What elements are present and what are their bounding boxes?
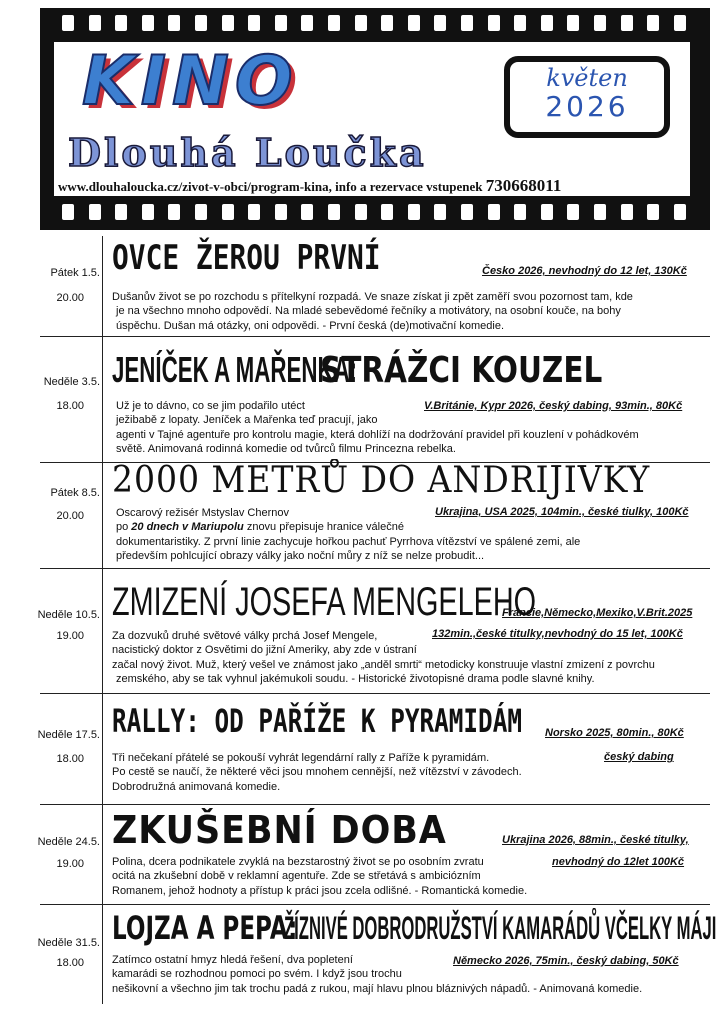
film-title: 2000 METRŮ DO ANDRIJIVKY — [112, 460, 651, 501]
film-strip-header — [40, 8, 710, 230]
description-line: Romanem, jehož hodnoty a přístup k práci jsou zcela odlišné. - Romantická komedie. — [112, 884, 528, 897]
film-perforation — [381, 15, 393, 31]
description-line: úspěchu. Dušan má otázky, oni odpovědi. - První česká (de)motivační komedie. — [116, 319, 505, 332]
film-perforation — [381, 204, 393, 220]
film-perforation — [434, 204, 446, 220]
film-perforation — [142, 204, 154, 220]
film-title: OVCE ŽEROU PRVNÍ — [112, 238, 381, 278]
date-column-divider — [102, 236, 103, 1004]
film-perforation — [275, 15, 287, 31]
film-perforation — [142, 15, 154, 31]
screening-date: Pátek 8.5. — [50, 487, 100, 499]
description-line: začal nový život. Muž, který vešel ve známost jako „anděl smrti“ metodicky konstruuje vlastní zmizení z povrchu — [112, 658, 655, 671]
film-perforation — [115, 204, 127, 220]
description-line: nacistický doktor z Osvětimi do jižní Ameriky, aby zde v ústraní — [112, 644, 417, 657]
screening-date: Neděle 31.5. — [37, 937, 100, 949]
film-info: Ukrajina, USA 2025, 104min., české tiulky, 100Kč — [435, 506, 689, 518]
description-line — [112, 520, 580, 534]
film-title-part: ŽÍZNIVÉ DOBRODRUŽSTVÍ KAMARÁDŮ VČELKY MÁJI — [284, 910, 717, 946]
film-perforation — [301, 204, 313, 220]
description-line: Oscarový režisér Mstyslav Chernov — [116, 507, 289, 519]
film-perforation — [222, 204, 234, 220]
screening-date: Pátek 1.5. — [50, 267, 100, 279]
description-line: kamarádi se rozhodnou pomoci po svém. I když jsou trochu — [112, 968, 402, 981]
description-line: Zatímco ostatní hmyz hledá řešení, dva popletení — [112, 954, 353, 966]
film-perforation — [647, 15, 659, 31]
film-title: ZMIZENÍ JOSEFA MENGELEHO — [112, 580, 537, 624]
village-name: Dlouhá Loučka — [68, 130, 427, 175]
description-text: po — [116, 521, 132, 534]
film-info-secondary: nevhodný do 12let 100Kč — [552, 856, 685, 868]
screening-time: 20.00 — [56, 510, 84, 522]
screening-time: 18.00 — [56, 753, 84, 765]
film-title — [112, 909, 725, 947]
film-title — [112, 349, 664, 391]
film-info: V.Británie, Kypr 2026, český dabing, 93min., 80Kč — [424, 400, 683, 412]
film-perforation — [248, 204, 260, 220]
film-title-part: LOJZA A PEPA: — [112, 909, 298, 947]
description-line: Už je to dávno, co se jim podařilo utéct — [116, 400, 305, 412]
film-perforation — [408, 204, 420, 220]
film-info: Norsko 2025, 80min., 80Kč — [545, 727, 684, 739]
film-perforation — [89, 15, 101, 31]
film-perforation — [621, 15, 633, 31]
film-perforation — [674, 204, 686, 220]
film-description — [112, 629, 655, 686]
description-line: Tři nečekaní přátelé se pokouší vyhrát legendární rally z Paříže k pyramidám. — [112, 752, 490, 764]
description-line: Po cestě se naučí, že některé věci jsou mnohem cennější, než vítězství v závodech. — [112, 766, 522, 779]
film-perforation — [89, 204, 101, 220]
film-perforation — [328, 15, 340, 31]
film-title: ZKUŠEBNÍ DOBA — [112, 808, 447, 852]
film-description — [112, 290, 633, 333]
row-separator — [40, 568, 710, 569]
contact-line — [58, 176, 688, 196]
film-title-part: STRÁŽCI KOUZEL — [320, 350, 603, 391]
film-info-secondary: 132min.,české titulky,nevhodný do 15 let, 100Kč — [432, 628, 683, 640]
film-perforation — [488, 15, 500, 31]
screening-date: Neděle 3.5. — [43, 376, 100, 388]
film-description — [112, 506, 580, 563]
film-perforation — [594, 204, 606, 220]
screening-date: Neděle 10.5. — [37, 609, 100, 621]
month-badge — [504, 56, 670, 138]
film-perforation — [514, 204, 526, 220]
kino-logo: KINO — [82, 42, 299, 121]
film-perforation — [674, 15, 686, 31]
film-perforations-top — [40, 15, 710, 33]
screening-time: 20.00 — [56, 292, 84, 304]
description-line: dokumentaristiky. Z první linie zachycuje hořkou pachuť Pyrrhova vítězství ve spálené zemi, ale — [116, 535, 581, 548]
website-text: www.dlouhaloucka.cz/zivot-v-obci/program-kina, info a rezervace vstupenek — [58, 179, 483, 194]
film-info: Německo 2026, 75min., český dabing, 50Kč — [453, 955, 679, 967]
film-perforation — [355, 15, 367, 31]
film-perforation — [222, 15, 234, 31]
description-line: ježibabě z lopaty. Jeníček a Mařenka teď pracují, jako — [116, 414, 378, 427]
film-perforation — [488, 204, 500, 220]
screening-time: 19.00 — [56, 630, 84, 642]
film-description — [112, 399, 639, 456]
row-separator — [40, 693, 710, 694]
month-label: květen — [546, 64, 628, 92]
film-description — [112, 855, 527, 898]
film-description — [112, 751, 522, 794]
film-perforation — [355, 204, 367, 220]
description-line: především pohlcující obrazy války jako noční můry z níž se nelze probudit... — [116, 549, 485, 562]
screening-time: 18.00 — [56, 957, 84, 969]
film-perforation — [567, 15, 579, 31]
film-perforation — [62, 15, 74, 31]
description-line: Polina, dcera podnikatele zvyklá na bezstarostný život se po osobním zvratu — [112, 856, 484, 868]
film-description — [112, 953, 642, 996]
film-perforation — [621, 204, 633, 220]
description-line: zemského, aby se tak vyhnul jakémukoli soudu. - Historické životopisné drama podle slavné knihy. — [116, 672, 595, 685]
row-separator — [40, 336, 710, 337]
description-line: agenti v Tajné agentuře pro kontrolu magie, která dohlíží na dodržování pravidel při kouzlení v pohádkovém — [116, 428, 639, 441]
description-line: Dušanův život se po rozchodu s přítelkyní rozpadá. Ve snaze získat ji zpět zaměří svou pozornost tam, kde — [112, 291, 633, 303]
film-perforation — [301, 15, 313, 31]
film-perforation — [328, 204, 340, 220]
film-info: Ukrajina 2026, 88min., české titulky, — [502, 834, 689, 846]
row-separator — [40, 804, 710, 805]
film-perforation — [168, 204, 180, 220]
year-label: 2026 — [545, 90, 629, 123]
screening-time: 19.00 — [56, 858, 84, 870]
film-perforation — [514, 15, 526, 31]
film-perforations-bottom — [40, 204, 710, 222]
film-perforation — [594, 15, 606, 31]
film-perforation — [541, 15, 553, 31]
row-separator — [40, 904, 710, 905]
film-title-part: JENÍČEK A MAŘENKA: — [112, 349, 358, 390]
header-panel — [54, 42, 690, 196]
description-line: nešikovní a všechno jim tak trochu padá z rukou, mají hlavu plnou bláznivých nápadů. - Animovaná komedie. — [112, 982, 643, 995]
description-line: světě. Animovaná rodinná komedie od tvůrců filmu Princezna rebelka. — [116, 442, 456, 455]
description-line: je na všechno mnoho odpovědí. Na mladé sebevědomé řečníky a motivátory, na osobní kouče, na bohy — [116, 305, 621, 318]
screening-date: Neděle 24.5. — [37, 836, 100, 848]
film-perforation — [195, 204, 207, 220]
description-line: Dobrodružná animovaná komedie. — [112, 780, 281, 793]
film-perforation — [434, 15, 446, 31]
screening-date: Neděle 17.5. — [37, 729, 100, 741]
phone-number: 730668011 — [485, 176, 562, 195]
film-title: RALLY: OD PAŘÍŽE K PYRAMIDÁM — [112, 702, 522, 740]
film-perforation — [461, 15, 473, 31]
film-perforation — [195, 15, 207, 31]
description-text: znovu přepisuje hranice válečné — [243, 521, 404, 534]
film-info-secondary: český dabing — [604, 751, 674, 763]
film-perforation — [62, 204, 74, 220]
film-perforation — [567, 204, 579, 220]
description-line: Za dozvuků druhé světové války prchá Josef Mengele, — [112, 630, 378, 642]
film-perforation — [115, 15, 127, 31]
film-perforation — [275, 204, 287, 220]
film-perforation — [461, 204, 473, 220]
film-perforation — [248, 15, 260, 31]
referenced-film-title: 20 dnech v Mariupolu — [131, 521, 244, 534]
film-info: Česko 2026, nevhodný do 12 let, 130Kč — [482, 265, 687, 277]
film-info: Francie,Německo,Mexiko,V.Brit.2025 — [502, 607, 693, 619]
film-perforation — [647, 204, 659, 220]
film-perforation — [408, 15, 420, 31]
film-perforation — [541, 204, 553, 220]
film-perforation — [168, 15, 180, 31]
screening-time: 18.00 — [56, 400, 84, 412]
description-line: ocitá na zkušební době v reklamní agentuře. Zde se střetává s ambiciózním — [112, 870, 481, 883]
